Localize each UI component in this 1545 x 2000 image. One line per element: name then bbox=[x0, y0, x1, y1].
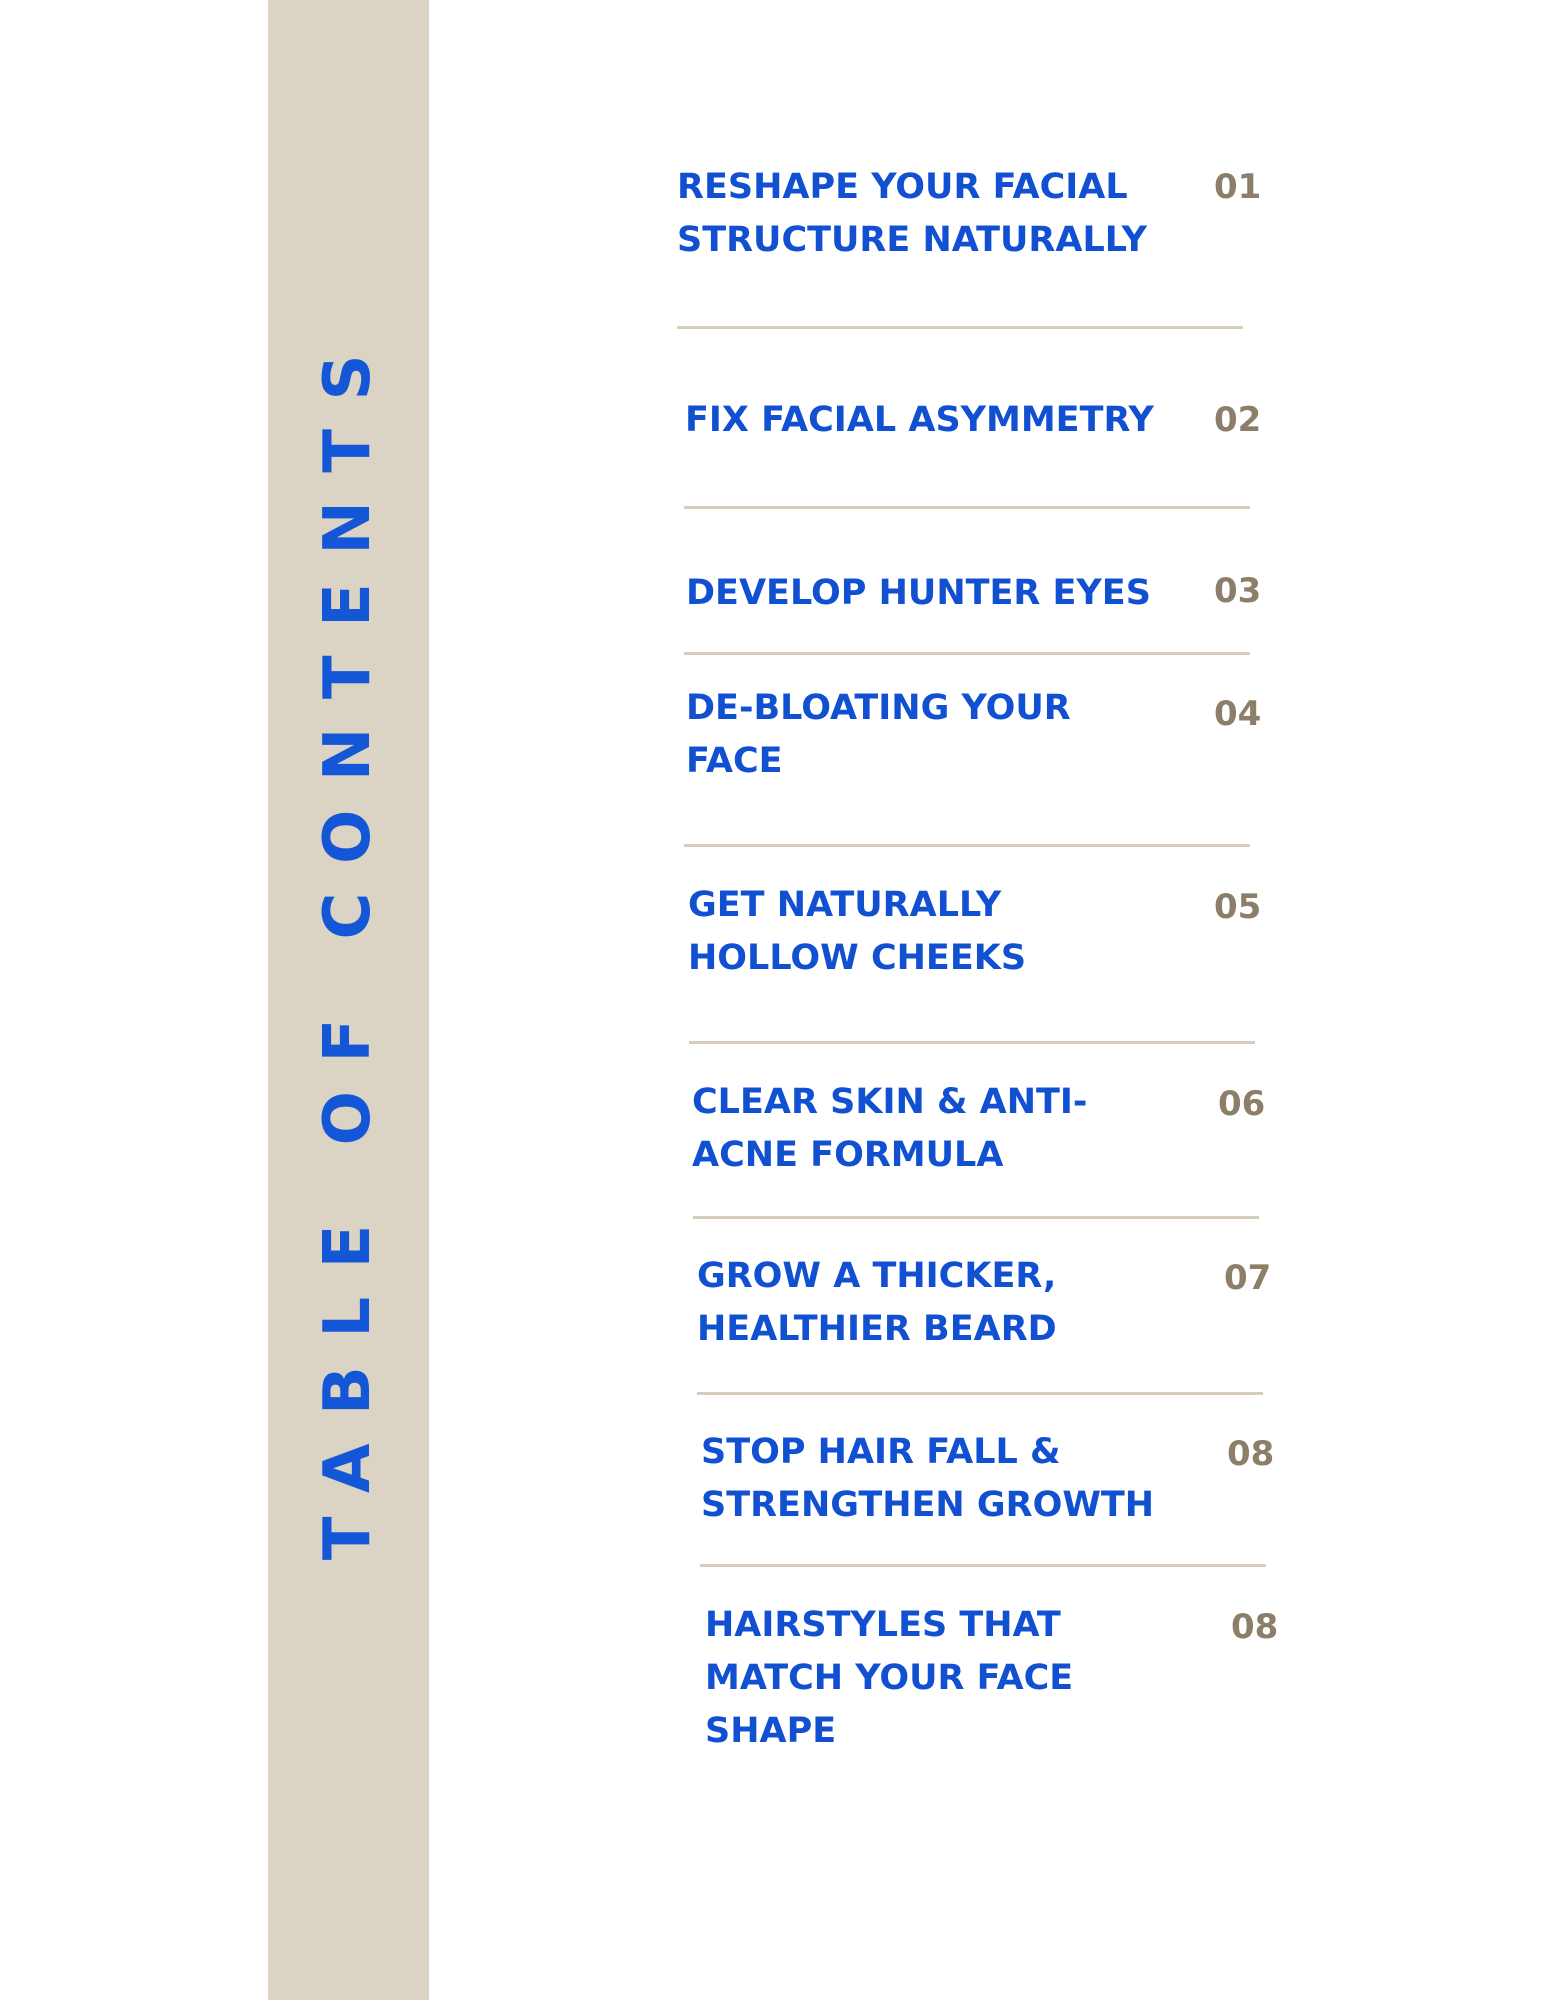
toc-entry-number-6: 06 bbox=[1218, 1084, 1266, 1124]
toc-entry-title-4[interactable]: DE-BLOATING YOUR FACE bbox=[686, 688, 1071, 781]
toc-divider-3 bbox=[684, 652, 1250, 655]
toc-entry-number-8: 08 bbox=[1227, 1434, 1275, 1474]
toc-entry-number-5: 05 bbox=[1214, 887, 1262, 927]
toc-entry-title-3[interactable]: DEVELOP HUNTER EYES bbox=[686, 573, 1151, 613]
toc-entry-title-6[interactable]: CLEAR SKIN & ANTI- ACNE FORMULA bbox=[692, 1082, 1088, 1175]
toc-entry-title-2[interactable]: FIX FACIAL ASYMMETRY bbox=[685, 400, 1154, 440]
toc-entry-number-1: 01 bbox=[1214, 167, 1262, 207]
table-of-contents-heading: TABLE OF CONTENTS bbox=[311, 325, 385, 1561]
toc-entry-number-2: 02 bbox=[1214, 400, 1262, 440]
toc-entry-title-5[interactable]: GET NATURALLY HOLLOW CHEEKS bbox=[688, 885, 1027, 978]
toc-divider-6 bbox=[693, 1216, 1259, 1219]
toc-entry-title-8[interactable]: STOP HAIR FALL & STRENGTHEN GROWTH bbox=[701, 1432, 1155, 1525]
toc-divider-5 bbox=[689, 1041, 1255, 1044]
toc-divider-1 bbox=[677, 326, 1243, 329]
toc-entry-title-9[interactable]: HAIRSTYLES THAT MATCH YOUR FACE SHAPE bbox=[705, 1605, 1074, 1751]
toc-entry-number-9: 08 bbox=[1231, 1607, 1279, 1647]
toc-divider-4 bbox=[684, 844, 1250, 847]
toc-entry-title-7[interactable]: GROW A THICKER, HEALTHIER BEARD bbox=[697, 1256, 1057, 1349]
toc-entry-number-3: 03 bbox=[1214, 571, 1262, 611]
toc-entry-number-4: 04 bbox=[1214, 694, 1262, 734]
toc-entry-number-7: 07 bbox=[1224, 1258, 1272, 1298]
toc-entry-title-1[interactable]: RESHAPE YOUR FACIAL STRUCTURE NATURALLY bbox=[677, 167, 1147, 260]
toc-divider-2 bbox=[684, 506, 1250, 509]
toc-divider-8 bbox=[700, 1564, 1266, 1567]
toc-divider-7 bbox=[697, 1392, 1263, 1395]
